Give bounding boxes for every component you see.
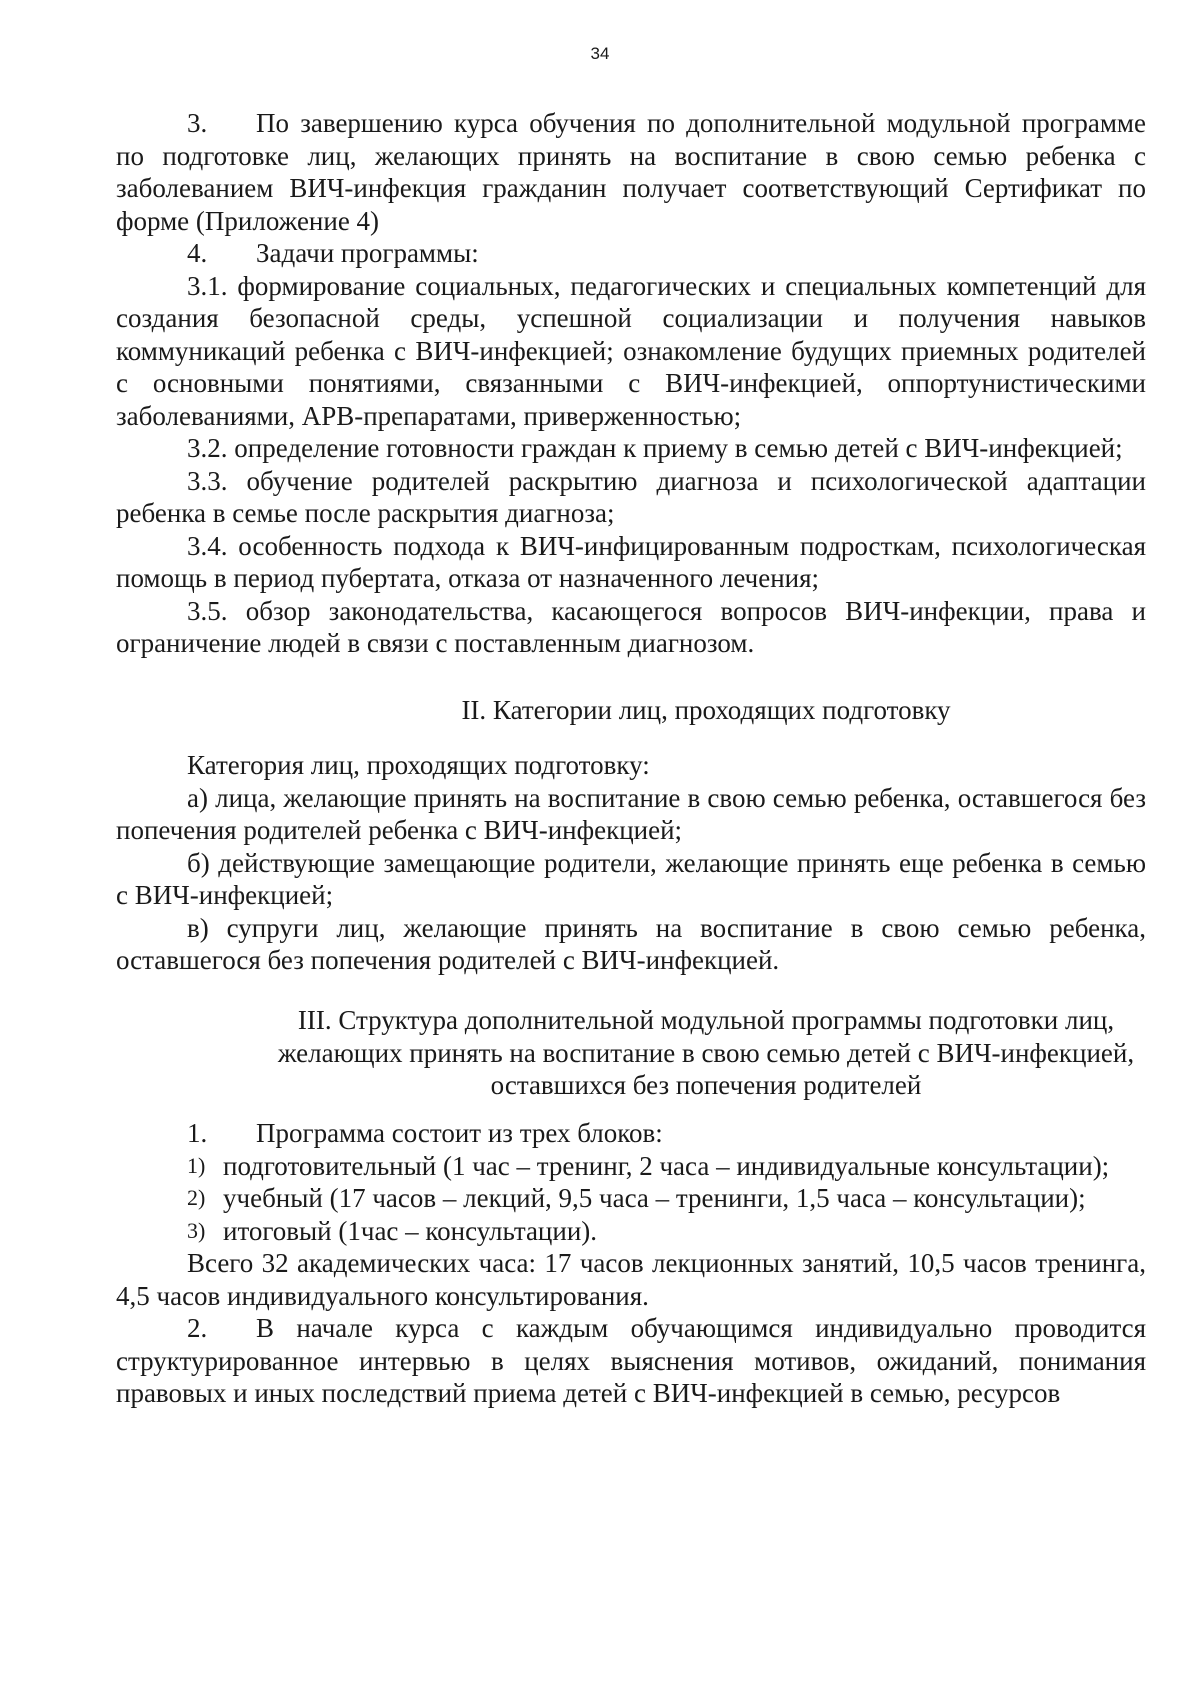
task-3-4: 3.4. особенность подхода к ВИЧ-инфицированным подросткам, психологическая помощь в период пубертата, отказа от назначенного лечения;	[116, 530, 1146, 593]
block-item-1	[116, 1150, 1146, 1183]
paragraph-item-4	[116, 237, 1146, 270]
paragraph-text: В начале курса с каждым обучающимся индивидуально проводится структурированное интервью в целях выяснения мотивов, ожиданий, понимания правовых и иных последствий приема детей с ВИЧ-инфекцией в семью, ресурсов	[116, 1313, 1146, 1408]
item-number: 1.	[187, 1118, 208, 1148]
paragraph-text: Программа состоит из трех блоков:	[256, 1118, 663, 1148]
task-3-3: 3.3. обучение родителей раскрытию диагноза и психологической адаптации ребенка в семье после раскрытия диагноза;	[116, 465, 1146, 528]
structure-item-2	[116, 1312, 1146, 1410]
block-item-3	[116, 1215, 1146, 1248]
total-hours: Всего 32 академических часа: 17 часов лекционных занятий, 10,5 часов тренинга, 4,5 часов индивидуального консультирования.	[116, 1248, 1146, 1311]
section-ii-heading: II. Категории лиц, проходящих подготовку	[461, 695, 951, 725]
tasks-block	[116, 107, 1146, 660]
block-item-2	[116, 1182, 1146, 1215]
category-b: б) действующие замещающие родители, желающие принять еще ребенка в семью с ВИЧ-инфекцией;	[116, 847, 1146, 910]
list-marker: 1)	[187, 1152, 206, 1178]
task-3-1: 3.1. формирование социальных, педагогических и специальных компетенций для создания безопасной среды, успешной социализации и получения навыков коммуникаций ребенка с ВИЧ-инфекцией; ознакомление будущих приемных родителей с основными понятиями, связанными с ВИЧ-инфекцией, оппортунистическими заболеваниями, АРВ-препаратами, приверженностью;	[116, 270, 1146, 431]
structure-item-1	[116, 1117, 1146, 1150]
list-marker: 2)	[187, 1185, 206, 1210]
section-ii	[116, 694, 1146, 727]
paragraph-text: По завершению курса обучения по дополнительной модульной программе по подготовке лиц, желающих принять на воспитание в свою семью ребенка с заболеванием ВИЧ-инфекция гражданин получает соответствующий Сертификат по форме (Приложение 4)	[116, 108, 1146, 236]
item-number: 3.	[187, 108, 208, 138]
item-number: 4.	[187, 238, 208, 268]
section-iii-heading-line-3: оставшихся без попечения родителей	[490, 1070, 922, 1100]
task-3-2: 3.2. определение готовности граждан к приему в семью детей с ВИЧ-инфекцией;	[187, 433, 1123, 463]
section-iii-heading-line-2: желающих принять на воспитание в свою семью детей с ВИЧ-инфекцией,	[277, 1037, 1135, 1068]
list-item-text: подготовительный (1 час – тренинг, 2 часа – индивидуальные консультации);	[223, 1150, 1110, 1181]
paragraph-item-3	[116, 107, 1146, 237]
list-item-text: итоговый (1час – консультации).	[223, 1215, 598, 1246]
item-number: 2.	[187, 1313, 208, 1343]
section-iii-heading-line-1: III. Структура дополнительной модульной программы подготовки лиц,	[297, 1005, 1115, 1035]
task-3-5: 3.5. обзор законодательства, касающегося вопросов ВИЧ-инфекции, права и ограничение людей в связи с поставленным диагнозом.	[116, 595, 1146, 658]
list-item-text: учебный (17 часов – лекций, 9,5 часа – тренинги, 1,5 часа – консультации);	[223, 1183, 1086, 1213]
page-number: 34	[590, 44, 610, 63]
section-iii-body	[116, 1117, 1146, 1410]
category-a: а) лица, желающие принять на воспитание в свою семью ребенка, оставшегося без попечения родителей ребенка с ВИЧ-инфекцией;	[116, 782, 1146, 845]
section-ii-body	[116, 749, 1146, 977]
category-intro: Категория лиц, проходящих подготовку:	[187, 750, 650, 780]
category-c: в) супруги лиц, желающие принять на воспитание в свою семью ребенка, оставшегося без попечения родителей с ВИЧ-инфекцией.	[116, 912, 1146, 975]
list-marker: 3)	[187, 1217, 206, 1243]
section-iii-heading	[116, 1004, 1146, 1102]
paragraph-text: Задачи программы:	[256, 238, 479, 268]
